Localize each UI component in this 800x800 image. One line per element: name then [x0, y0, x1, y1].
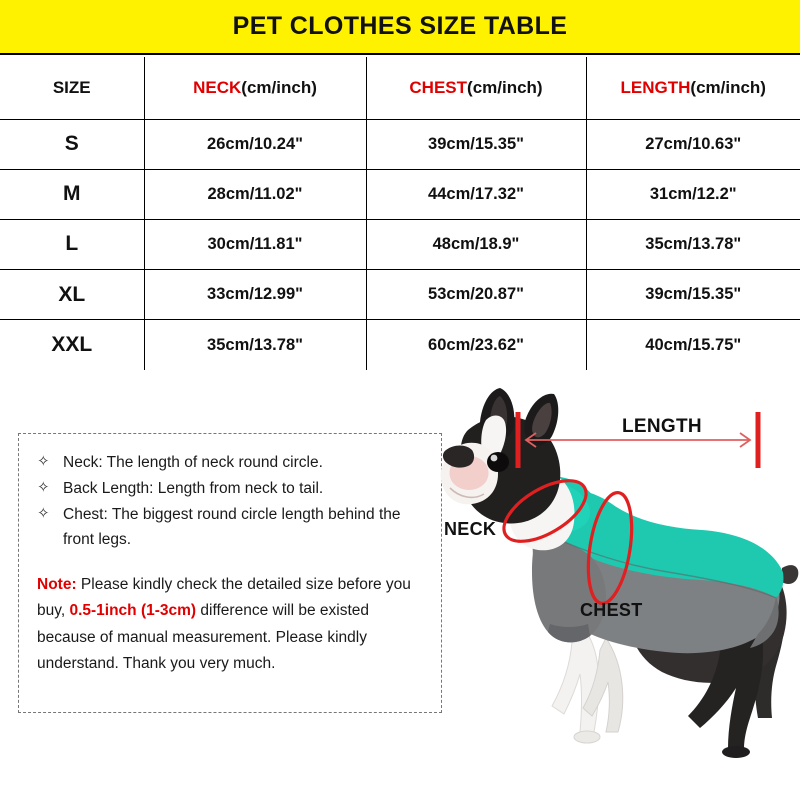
cell-chest: 48cm/18.9" [432, 234, 520, 253]
dog-front-paw [574, 731, 600, 743]
bullet-text: Back Length: Length from neck to tail. [63, 480, 324, 498]
cell-neck: 28cm/11.02" [207, 184, 303, 203]
note-label: Note: [37, 576, 77, 594]
size-table-body [0, 119, 800, 370]
cell-size: S [64, 132, 79, 156]
cell-size: M [63, 182, 81, 206]
cell-neck: 33cm/12.99" [207, 285, 303, 304]
list-item [29, 450, 427, 475]
note-text-part1: Please kindly check the detailed size before you buy, [37, 576, 411, 620]
cell-length: 40cm/15.75" [645, 335, 742, 354]
neck-label: NECK [444, 519, 497, 539]
cell-chest: 53cm/20.87" [428, 285, 524, 304]
cell-length: 39cm/15.35" [645, 285, 742, 304]
column-header-neck [144, 57, 366, 119]
measurement-info-box [18, 433, 442, 713]
column-header-length-unit: (cm/inch) [690, 77, 766, 97]
cell-neck: 35cm/13.78" [207, 335, 303, 354]
cell-chest: 60cm/23.62" [428, 335, 524, 354]
bullet-text: Chest: The biggest round circle length behind the front legs. [63, 506, 401, 549]
column-header-length [586, 57, 800, 119]
note-paragraph [29, 572, 427, 676]
page-banner [0, 0, 800, 55]
cell-size: L [65, 232, 79, 256]
cell-size: XXL [51, 333, 93, 357]
diamond-bullet-icon: ✧ [37, 505, 50, 523]
table-row [0, 320, 800, 370]
column-header-length-label [621, 78, 766, 97]
column-header-size-label: SIZE [52, 77, 91, 97]
dog-tail [782, 565, 798, 584]
column-header-neck-keyword: NECK [193, 77, 242, 97]
measurement-bullet-list [29, 450, 427, 552]
column-header-chest [366, 57, 586, 119]
table-row [0, 119, 800, 169]
table-row [0, 219, 800, 269]
chest-label: CHEST [580, 600, 643, 620]
dog-eye [487, 452, 509, 472]
table-row [0, 169, 800, 219]
column-header-neck-label [193, 78, 317, 97]
size-table [0, 57, 800, 370]
list-item [29, 502, 427, 552]
dog-illustration [440, 388, 800, 768]
dog-eye-highlight [491, 455, 498, 462]
column-header-chest-label [409, 78, 542, 97]
cell-neck: 26cm/10.24" [207, 134, 303, 153]
diamond-bullet-icon: ✧ [37, 479, 50, 497]
cell-length: 27cm/10.63" [645, 134, 742, 153]
dog-illustration-graphic [440, 388, 800, 768]
column-header-size [0, 57, 144, 119]
list-item [29, 476, 427, 501]
table-header-row [0, 57, 800, 119]
column-header-chest-unit: (cm/inch) [467, 77, 543, 97]
cell-chest: 39cm/15.35" [428, 134, 524, 153]
note-tolerance-highlight: 0.5-1inch (1-3cm) [69, 602, 197, 620]
column-header-length-keyword: LENGTH [620, 77, 691, 97]
cell-neck: 30cm/11.81" [207, 234, 303, 253]
dog-hind-paw [722, 746, 750, 758]
cell-chest: 44cm/17.32" [428, 184, 524, 203]
cell-size: XL [58, 282, 86, 306]
cell-length: 31cm/12.2" [649, 184, 737, 203]
column-header-chest-keyword: CHEST [409, 77, 468, 97]
note-text-part2: difference will be existed because of manual measurement. Please kindly understand. Thank you very much. [37, 602, 369, 672]
diamond-bullet-icon: ✧ [37, 453, 50, 470]
size-table-container [0, 57, 800, 370]
length-label: LENGTH [622, 416, 702, 437]
table-row [0, 270, 800, 320]
bullet-text: Neck: The length of neck round circle. [63, 454, 323, 471]
cell-length: 35cm/13.78" [645, 234, 742, 253]
column-header-neck-unit: (cm/inch) [241, 77, 317, 97]
page-title: PET CLOTHES SIZE TABLE [232, 12, 568, 40]
